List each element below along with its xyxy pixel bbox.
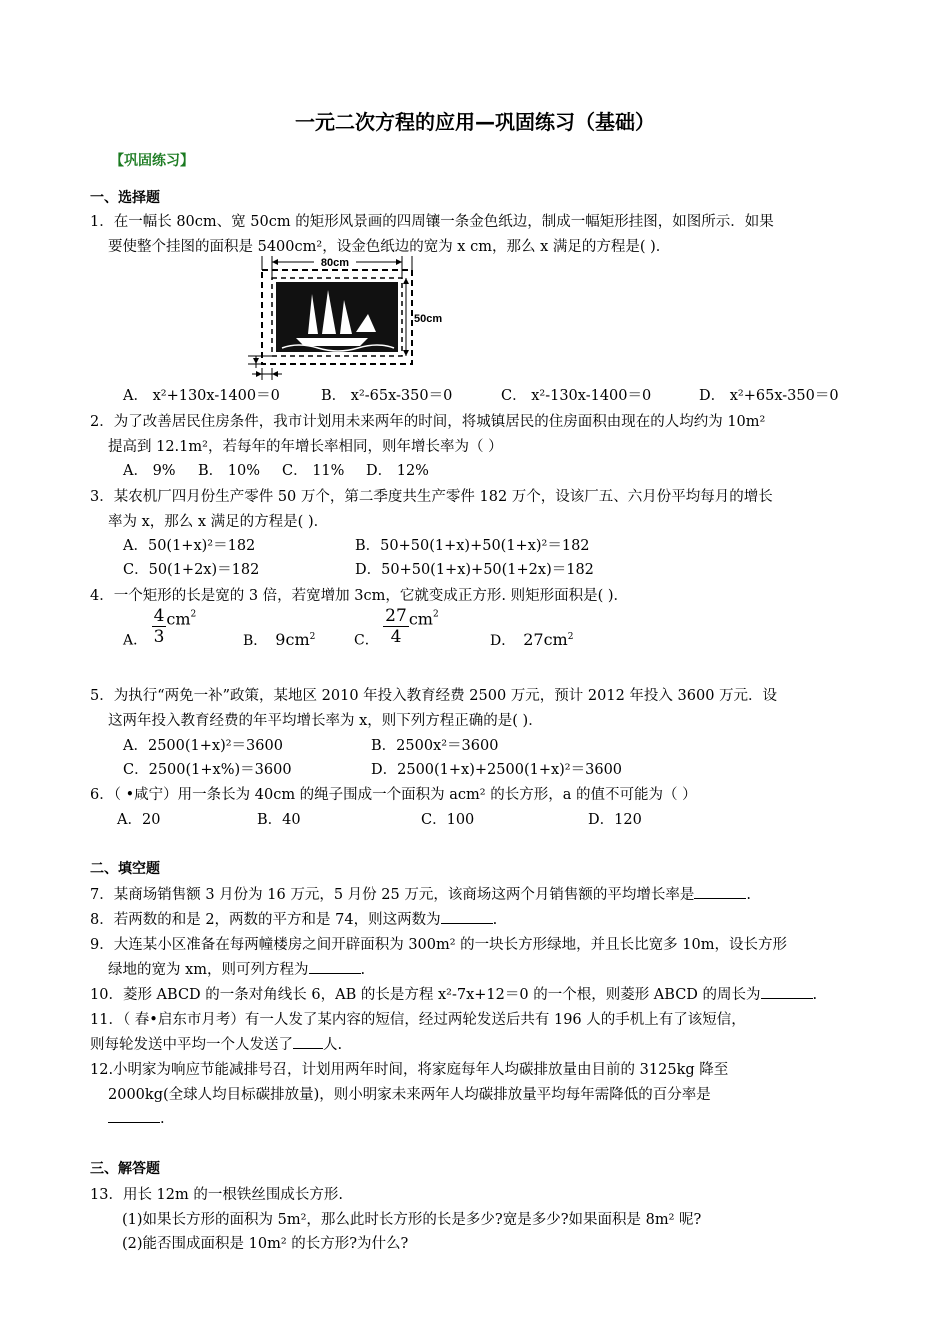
q4-option-a[interactable]	[123, 606, 196, 650]
q3-option-d[interactable]: D．50+50(1+x)+50(1+2x)＝182	[355, 562, 594, 578]
q9-line2	[108, 958, 365, 979]
q1-option-b[interactable]: B． x²-65x-350＝0	[321, 388, 453, 404]
q7-text: 7．某商场销售额 3 月份为 16 万元，5 月份 25 万元，该商场这两个月销售额的平均增长率是	[90, 887, 695, 903]
q12-line2: 2000kg(全球人均目标碳排放量)，则小明家未来两年人均碳排放量平均每年需降低的百分率是	[108, 1087, 711, 1103]
q1-line2: 要使整个挂图的面积是 5400cm²，设金色纸边的宽为 x cm，那么 x 满足的方程是( )．	[108, 239, 671, 255]
q10-line	[90, 983, 817, 1004]
q4-option-b-value: 9cm	[275, 630, 310, 649]
q4-option-a-label: A．	[123, 632, 148, 649]
q8-text: 8．若两数的和是 2，两数的平方和是 74，则这两数为	[90, 912, 441, 928]
q6-option-a[interactable]: A．20	[117, 812, 161, 828]
q11-end: 人.	[323, 1037, 343, 1053]
q2-option-c[interactable]: C． 11%	[282, 463, 345, 479]
q4-option-c-label: C．	[354, 632, 379, 649]
q11-line1: 11．（ 春•启东市月考）有一人发了某内容的短信，经过两轮发送后共有 196 人的手机上有了该短信，	[90, 1012, 746, 1028]
section-heading-fill: 二、填空题	[90, 861, 160, 877]
q1-option-a[interactable]: A． x²+130x-1400＝0	[123, 388, 280, 404]
q5-option-a[interactable]: A．2500(1+x)²＝3600	[123, 738, 283, 754]
q1-option-d[interactable]: D． x²+65x-350＝0	[699, 388, 839, 404]
fig-height-label: 50cm	[414, 313, 443, 325]
q11-text: 则每轮发送中平均一个人发送了	[90, 1037, 293, 1053]
q4-option-d-label: D．	[490, 633, 516, 649]
q6-option-b[interactable]: B．40	[257, 812, 301, 828]
q4-option-b-exp: 2	[309, 632, 316, 642]
q5-option-b[interactable]: B．2500x²＝3600	[371, 738, 499, 754]
q4-option-c-fraction: $\frac{27}{4}$	[385, 606, 407, 647]
q2-option-b[interactable]: B． 10%	[198, 463, 260, 479]
q10-answer-blank[interactable]	[761, 984, 813, 999]
q4-option-a-unit: cm	[166, 609, 191, 629]
q6-option-c[interactable]: C．100	[421, 812, 475, 828]
q12-answer-blank[interactable]	[108, 1108, 160, 1123]
q4-line1: 4．一个矩形的长是宽的 3 倍，若宽增加 3cm，它就变成正方形. 则矩形面积是( )．	[90, 588, 629, 604]
q11-line2	[90, 1033, 342, 1054]
q1-line1: 1．在一幅长 80cm、宽 50cm 的矩形风景画的四周镶一条金色纸边，制成一幅矩形挂图，如图所示．如果	[90, 214, 774, 230]
q3-line1: 3．某农机厂四月份生产零件 50 万个，第二季度共生产零件 182 万个，设该厂五、六月份平均每月的增长	[90, 489, 773, 505]
q2-line2: 提高到 12.1m²，若每年的年增长率相同，则年增长率为（ ）	[108, 439, 503, 455]
q9-answer-blank[interactable]	[309, 959, 361, 974]
q13-sub2: (2)能否围成面积是 10m² 的长方形?为什么?	[122, 1236, 409, 1252]
q3-line2: 率为 x，那么 x 满足的方程是( )．	[108, 514, 329, 530]
q4-option-d-value: 27cm	[523, 630, 568, 649]
q4-option-b[interactable]	[243, 630, 315, 650]
q4-option-c-exp: 2	[432, 609, 439, 620]
q13-sub1: (1)如果长方形的面积为 5m²，那么此时长方形的长是多少?宽是多少?如果面积是 8m² 呢?	[122, 1212, 702, 1228]
fig-width-label: 80cm	[320, 257, 350, 269]
q2-option-a[interactable]: A． 9%	[123, 463, 176, 479]
q11-answer-blank[interactable]	[293, 1034, 323, 1049]
q9-line1: 9．大连某小区准备在每两幢楼房之间开辟面积为 300m² 的一块长方形绿地，并且长比宽多 10m，设长方形	[90, 937, 787, 953]
q4-option-b-label: B．	[243, 633, 268, 649]
q4-option-c[interactable]	[354, 606, 439, 650]
q7-line	[90, 883, 751, 904]
section-heading-choice: 一、选择题	[90, 190, 160, 206]
q4-option-c-unit: cm	[408, 609, 433, 629]
q4-option-d[interactable]	[490, 630, 573, 650]
q5-line1: 5．为执行“两免一补”政策，某地区 2010 年投入教育经费 2500 万元，预计 2012 年投入 3600 万元．设	[90, 688, 778, 704]
q2-option-d[interactable]: D． 12%	[366, 463, 429, 479]
q8-answer-blank[interactable]	[441, 909, 493, 924]
q8-period: .	[492, 912, 498, 928]
q13-line1: 13．用长 12m 的一根铁丝围成长方形.	[90, 1187, 343, 1203]
q12-line1: 12.小明家为响应节能减排号召，计划用两年时间，将家庭每年人均碳排放量由目前的 3125kg 降至	[90, 1062, 729, 1078]
q3-option-b[interactable]: B．50+50(1+x)+50(1+x)²＝182	[355, 538, 590, 554]
q5-option-c[interactable]: C．2500(1+x%)＝3600	[123, 762, 292, 778]
q4-option-a-fraction: $\frac{4}{3}$	[153, 606, 165, 647]
q12-line3	[108, 1108, 165, 1127]
q10-period: .	[812, 987, 818, 1003]
q4-option-d-exp: 2	[567, 632, 574, 642]
q3-option-a[interactable]: A．50(1+x)²＝182	[123, 538, 256, 554]
q7-period: .	[746, 887, 751, 903]
q12-period: .	[160, 1111, 165, 1127]
q2-line1: 2．为了改善居民住房条件，我市计划用未来两年的时间，将城镇居民的住房面积由现在的人均约为 10m²	[90, 414, 766, 430]
q8-line	[90, 908, 497, 929]
q5-option-d[interactable]: D．2500(1+x)+2500(1+x)²＝3600	[371, 762, 623, 778]
q9-text: 绿地的宽为 xm，则可列方程为	[108, 962, 309, 978]
q6-option-d[interactable]: D．120	[588, 812, 642, 828]
q4-option-a-exp: 2	[190, 609, 197, 620]
page-title: 一元二次方程的应用—巩固练习（基础）	[295, 110, 655, 134]
q5-line2: 这两年投入教育经费的年平均增长率为 x，则下列方程正确的是( )．	[108, 713, 543, 729]
q9-period: .	[360, 962, 366, 978]
section-heading-solve: 三、解答题	[90, 1161, 160, 1177]
picture-frame-figure	[248, 256, 448, 380]
q3-option-c[interactable]: C．50(1+2x)＝182	[123, 562, 260, 578]
q10-text: 10．菱形 ABCD 的一条对角线长 6，AB 的长是方程 x²-7x+12＝0 的一个根，则菱形 ABCD 的周长为	[90, 987, 761, 1003]
q1-option-c[interactable]: C． x²-130x-1400＝0	[501, 388, 652, 404]
q6-line1: 6．（ •咸宁）用一条长为 40cm 的绳子围成一个面积为 acm² 的长方形，a 的值不可能为（ ）	[90, 787, 697, 803]
section-tag: 【巩固练习】	[110, 153, 194, 169]
q7-answer-blank[interactable]	[694, 884, 746, 899]
